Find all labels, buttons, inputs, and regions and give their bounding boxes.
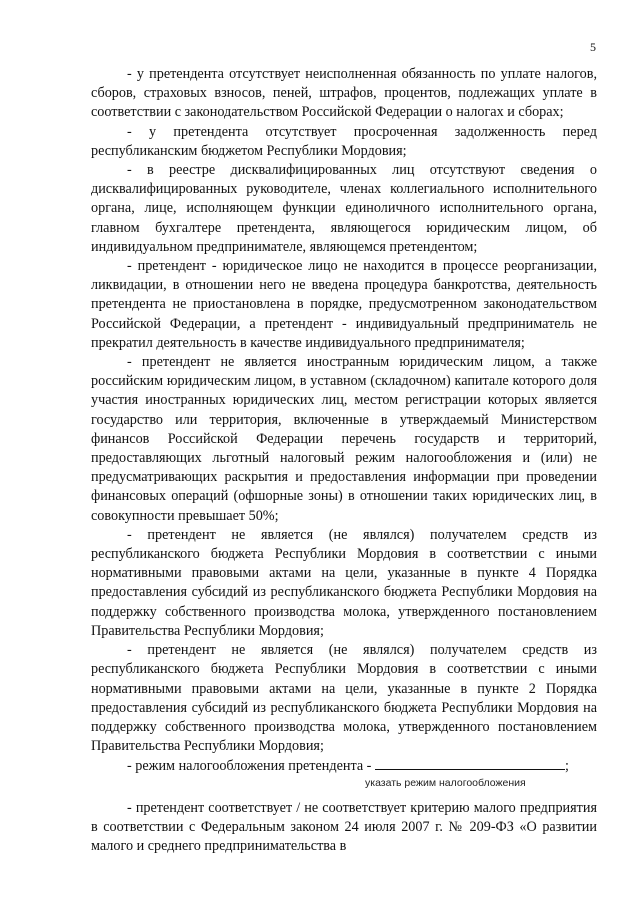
paragraph-no-reorganization: - претендент - юридическое лицо не находится в процессе реорганизации, ликвидации, в отношении него не введена процедура банкротства, деятельность претендента не приостановлена в порядке, предусмотренном законодательством Российской Федерации, а претендент - индивидуальный предприниматель не прекратил деятельность в качестве индивидуального предпринимателя;	[91, 258, 597, 351]
page-number: 5	[590, 40, 596, 54]
tax-regime-label: - режим налогообложения претендента -	[127, 758, 372, 775]
paragraph-not-recipient-clause-2: - претендент не является (не являлся) получателем средств из республиканского бюджета Республики Мордовия в соответствии с иными нормативными правовыми актами на цели, указанные в пункте 2 Порядка предоставления субсидий из республиканского бюджета Республики Мордовия на поддержку собственного производства молока, утвержденного постановлением Правительства Республики Мордовия;	[91, 642, 597, 755]
paragraph-not-foreign-entity: - претендент не является иностранным юридическим лицом, а также российским юридическим лицом, в уставном (складочном) капитале которого доля участия иностранных юридических лиц, местом регистрации которых является государство или территория, включенные в утверждаемый Министерством финансов Российской Федерации перечень государств и территорий, предоставляющих льготный налоговый режим налогообложения и (или) не предусматривающих раскрытия и предоставления информации при проведении финансовых операций (офшорные зоны) в отношении таких юридических лиц, в совокупности превышает 50%;	[91, 354, 597, 524]
paragraph-no-tax-debt: - у претендента отсутствует неисполненная обязанность по уплате налогов, сборов, страховых взносов, пеней, штрафов, процентов, подлежащих уплате в соответствии с законодательством Российской Федерации о налогах и сборах;	[91, 66, 597, 121]
paragraph-disqualification-registry: - в реестре дисквалифицированных лиц отсутствуют сведения о дисквалифицированных руководителе, членах коллегиального исполнительного органа, лице, исполняющем функции единоличного исполнительного органа, главном бухгалтере претендента, являющегося юридическим лицом, об индивидуальном предпринимателе, являющемся претендентом;	[91, 162, 597, 255]
tax-regime-hint: указать режим налогообложения	[365, 776, 526, 789]
tax-regime-blank-field[interactable]	[375, 756, 565, 770]
paragraph-no-budget-debt: - у претендента отсутствует просроченная задолженность перед республиканским бюджетом Республики Мордовия;	[91, 123, 597, 159]
paragraph-not-recipient-clause-4: - претендент не является (не являлся) получателем средств из республиканского бюджета Республики Мордовия в соответствии с иными нормативными правовыми актами на цели, указанные в пункте 4 Порядка предоставления субсидий из республиканского бюджета Республики Мордовия на поддержку собственного производства молока, утвержденного постановлением Правительства Республики Мордовия;	[91, 526, 597, 639]
tax-regime-line	[91, 756, 597, 776]
tax-regime-end: ;	[564, 758, 569, 775]
document-body	[91, 65, 597, 856]
paragraph-small-enterprise-criterion: - претендент соответствует / не соответствует критерию малого предприятия в соответствии с Федеральным законом 24 июля 2007 г. № 209-ФЗ «О развитии малого и среднего предпринимательства в	[91, 799, 597, 854]
